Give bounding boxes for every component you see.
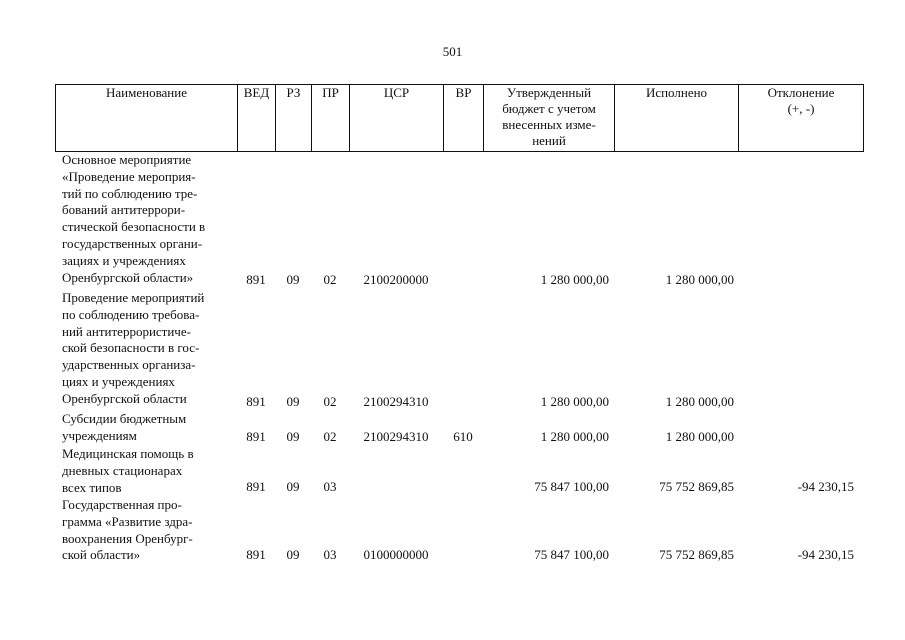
row-name: Государственная про- грамма «Развитие здра- воохранения Оренбург- ской области» <box>62 497 193 563</box>
row-csr: 2100294310 <box>363 429 429 445</box>
row-rz: 09 <box>286 547 300 563</box>
row-vr: 610 <box>453 429 473 445</box>
header-name: Наименование <box>56 85 238 152</box>
row-rz: 09 <box>286 479 300 495</box>
row-csr: 0100000000 <box>363 547 429 563</box>
row-rz: 09 <box>286 272 300 288</box>
row-pr: 02 <box>323 394 337 410</box>
header-ved: ВЕД <box>238 85 276 152</box>
row-approved-budget: 75 847 100,00 <box>534 479 609 495</box>
row-approved-budget: 1 280 000,00 <box>540 429 609 445</box>
row-csr: 2100294310 <box>363 394 429 410</box>
row-name: Основное мероприятие «Проведение мероприя- тий по соблюдению тре- бований антитеррори- стической безопасности в государственных органи- зациях и учреждениях Оренбургской области» <box>62 152 206 285</box>
row-ved: 891 <box>246 394 266 410</box>
header-executed: Исполнено <box>615 85 739 152</box>
row-name: Медицинская помощь в дневных стационарах всех типов <box>62 446 194 495</box>
row-executed: 1 280 000,00 <box>665 429 734 445</box>
header-approved-budget: Утвержденный бюджет с учетом внесенных изме- нений <box>484 85 615 152</box>
row-ved: 891 <box>246 429 266 445</box>
header-rz: РЗ <box>276 85 312 152</box>
row-deviation: -94 230,15 <box>797 479 854 495</box>
row-pr: 03 <box>323 547 337 563</box>
header-deviation: Отклонение (+, -) <box>739 85 864 152</box>
row-ved: 891 <box>246 479 266 495</box>
row-pr: 02 <box>323 429 337 445</box>
row-ved: 891 <box>246 547 266 563</box>
row-deviation: -94 230,15 <box>797 547 854 563</box>
row-csr: 2100200000 <box>363 272 429 288</box>
row-executed: 1 280 000,00 <box>665 272 734 288</box>
table-row <box>0 152 905 289</box>
header-csr: ЦСР <box>350 85 444 152</box>
row-approved-budget: 1 280 000,00 <box>540 272 609 288</box>
row-pr: 03 <box>323 479 337 495</box>
table-row <box>0 411 905 446</box>
row-executed: 75 752 869,85 <box>659 479 734 495</box>
row-name: Проведение мероприятий по соблюдению требова- ний антитеррористиче- ской безопасности в гос- ударственных организа- циях и учреждениях Оренбургской области <box>62 290 205 406</box>
row-name: Субсидии бюджетным учреждениям <box>62 411 187 443</box>
row-ved: 891 <box>246 272 266 288</box>
table-row <box>0 446 905 496</box>
page-number: 501 <box>442 44 463 59</box>
row-rz: 09 <box>286 394 300 410</box>
row-executed: 1 280 000,00 <box>665 394 734 410</box>
row-executed: 75 752 869,85 <box>659 547 734 563</box>
table-row <box>0 290 905 411</box>
table-row <box>0 497 905 564</box>
header-vr: ВР <box>444 85 484 152</box>
row-approved-budget: 75 847 100,00 <box>534 547 609 563</box>
row-rz: 09 <box>286 429 300 445</box>
row-approved-budget: 1 280 000,00 <box>540 394 609 410</box>
row-pr: 02 <box>323 272 337 288</box>
header-pr: ПР <box>312 85 350 152</box>
